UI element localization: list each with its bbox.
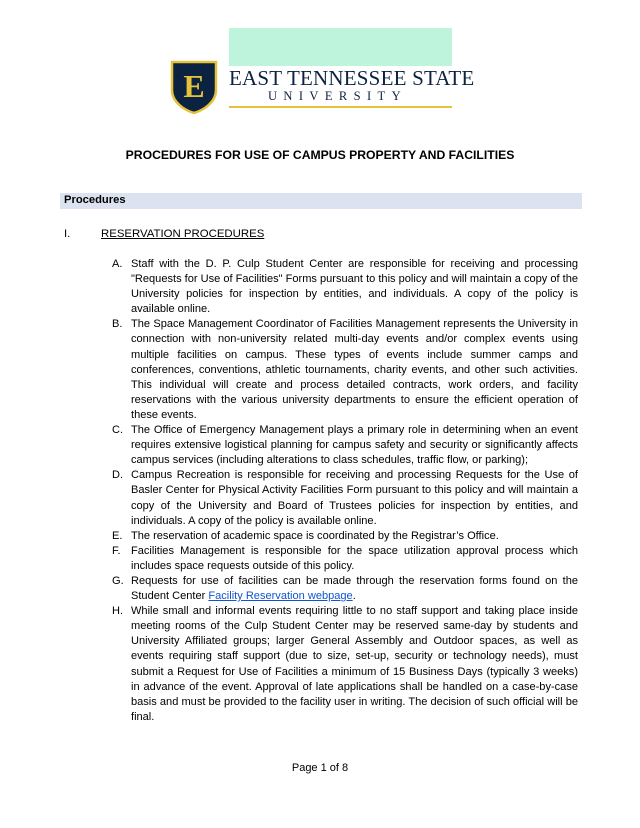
list-marker: H. <box>112 605 124 618</box>
heading-number: I. <box>64 228 71 240</box>
university-shield-logo <box>170 60 218 114</box>
facility-reservation-link[interactable]: Facility Reservation webpage <box>208 590 353 603</box>
list-item-b <box>112 317 578 423</box>
procedure-list <box>112 257 578 725</box>
logo-highlight <box>229 28 452 66</box>
list-marker: D. <box>112 469 124 482</box>
list-item-text: Facilities Management is responsible for the space utilization approval process which includes space requests outside of this policy. <box>131 544 578 572</box>
list-marker: G. <box>112 574 124 587</box>
list-item-text: Requests for use of facilities can be made through the reservation forms found on the Student Center <box>131 574 578 603</box>
list-item-e <box>112 529 578 544</box>
list-item-text: The Space Management Coordinator of Facilities Management represents the University in connection with non-university related multi-day events and/or complex events using multiple facilities on campus. These types of events include summer camps and conferences, conventions, athletic tournaments, charity events, and other such activities. This individual will create and process detailed contracts, work orders, and facility reservations with the various university departments to ensure the efficient operation of these events. <box>131 318 578 421</box>
document-title: PROCEDURES FOR USE OF CAMPUS PROPERTY AND FACILITIES <box>125 148 515 162</box>
list-item-text: The Office of Emergency Management plays a primary role in determining when an event requires extensive logistical planning for campus safety and security or significantly affects campus services (including alterations to class schedules, traffic flow, or parking); <box>131 424 578 467</box>
list-item-h <box>112 604 578 725</box>
list-item-text: The reservation of academic space is coordinated by the Registrar’s Office. <box>131 529 499 542</box>
list-marker: F. <box>112 544 121 557</box>
list-marker: C. <box>112 424 124 437</box>
list-item-f <box>112 544 578 574</box>
list-item-text: While small and informal events requiring little to no staff support and taking place inside meeting rooms of the Culp Student Center may be reserved same-day by students and University Affiliated groups; larger General Assembly and Outdoor spaces, as well as events requiring staff support (due to size, set-up, security or technology needs), must submit a Request for Use of Facilities a minimum of 15 Business Days (typically 3 weeks) in advance of the event. Approval of late applications shall be handled on a case-by-case basis and must be provided to the facility user in writing. The decision of such official will be final. <box>131 605 578 723</box>
page-number: Page 1 of 8 <box>291 762 349 774</box>
shield-letter: E <box>183 68 205 104</box>
list-item-g <box>112 574 578 604</box>
university-wordmark-line2: UNIVERSITY <box>268 89 407 103</box>
section-label: Procedures <box>64 194 126 206</box>
list-marker: E. <box>112 529 123 542</box>
list-marker: A. <box>112 258 123 270</box>
list-item-a <box>112 257 578 317</box>
list-item-c <box>112 423 578 468</box>
list-marker: B. <box>112 318 123 331</box>
list-item-text: Staff with the D. P. Culp Student Center are responsible for receiving and processing "Requests for Use of Facilities" Forms pursuant to this policy and will maintain a copy of the University policies for inspection by entities, and individuals. A copy of the policy is available online. <box>131 258 578 316</box>
heading-title: RESERVATION PROCEDURES <box>101 228 265 240</box>
list-item-text: Campus Recreation is responsible for receiving and processing Requests for the Use of Basler Center for Physical Activity Facilities Form pursuant to this policy and will maintain a copy of the University and Board of Trustees policies for inspection by entities, and individuals. A copy of the policy is available online. <box>131 469 578 527</box>
university-wordmark-line1: EAST TENNESSEE STATE <box>229 66 475 90</box>
section-bar <box>60 193 582 209</box>
list-item-d <box>112 468 578 528</box>
logo-gold-rule <box>229 106 452 108</box>
list-item-text-end: . <box>352 590 356 603</box>
